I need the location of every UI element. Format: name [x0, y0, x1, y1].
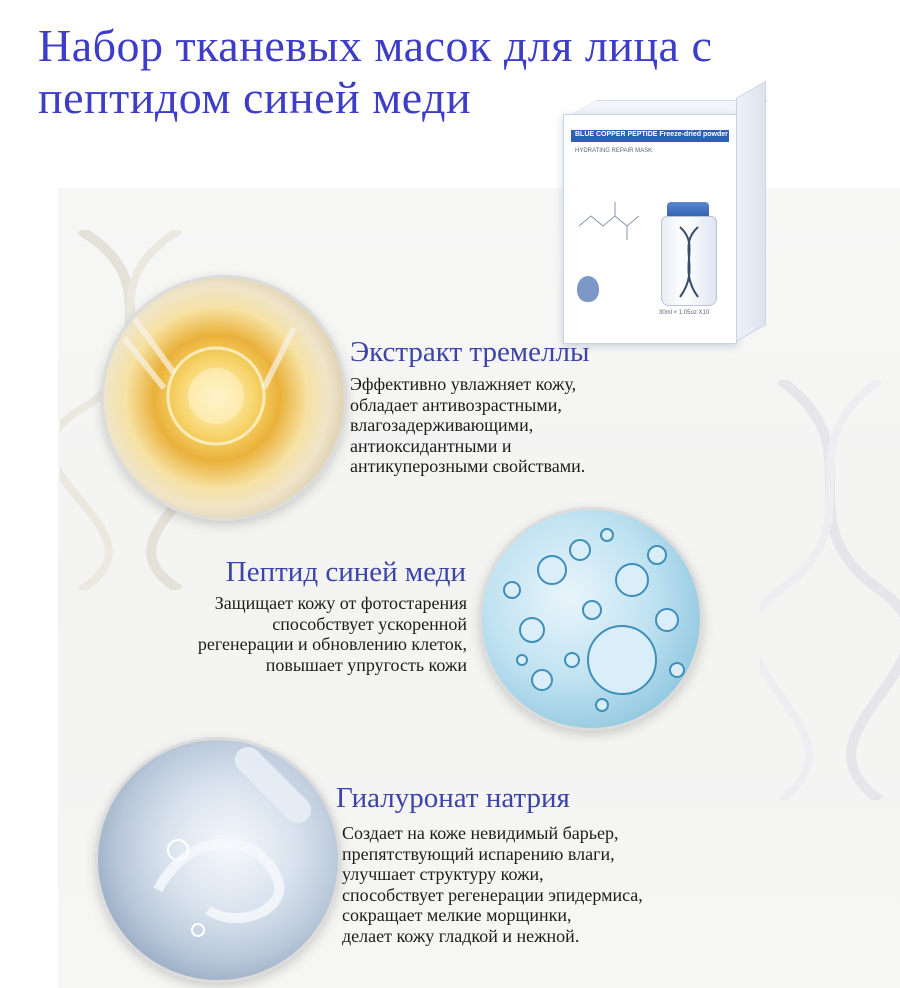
- text-line: Защищает кожу от фотостарения: [214, 593, 467, 613]
- section-1-heading: Экстракт тремеллы: [350, 336, 590, 368]
- box-band-text: BLUE COPPER PEPTIDE Freeze-dried powder: [575, 131, 728, 138]
- text-line: обладает антивозрастными,: [350, 394, 562, 415]
- text-line: антикуперозными свойствами.: [350, 456, 586, 476]
- copper-peptide-bubbles-image: [482, 510, 700, 728]
- title-line-2: пептидом синей меди: [38, 72, 472, 123]
- golden-liquid-swirl: [104, 278, 344, 518]
- box-volume-text: 30ml × 1.05oz X10: [659, 310, 710, 316]
- text-line: способствует ускоренной: [272, 613, 467, 634]
- section-2-heading: Пептид синей меди: [225, 556, 466, 588]
- section-1-text: [350, 374, 585, 477]
- vial-icon: [661, 216, 717, 306]
- title-line-1: Набор тканевых масок для лица с: [38, 20, 713, 71]
- text-line: делает кожу гладкой и нежной.: [342, 925, 580, 946]
- text-line: сокращает мелкие морщинки,: [342, 905, 572, 925]
- text-line: способствует регенерации эпидермиса,: [342, 884, 643, 905]
- text-line: антиоксидантными и: [350, 435, 512, 456]
- dna-helix-decoration-right: [760, 380, 900, 800]
- text-line: улучшает структуру кожи,: [342, 864, 544, 884]
- section-2-text: [100, 593, 467, 675]
- text-line: влагозадерживающими,: [350, 415, 534, 435]
- text-line: препятствующий испарению влаги,: [342, 843, 615, 864]
- text-line: Создает на коже невидимый барьер,: [342, 823, 619, 843]
- molecule-icon: [577, 186, 657, 246]
- face-mask-icon: [577, 276, 599, 302]
- tremella-extract-image: [104, 278, 344, 518]
- text-line: повышает упругость кожи: [265, 654, 467, 675]
- bubbles-pattern: [482, 510, 700, 728]
- sodium-hyaluronate-gel-image: [98, 740, 338, 980]
- gel-swirl: [98, 740, 338, 980]
- dna-icon: [662, 217, 716, 305]
- box-side-face: [736, 81, 766, 342]
- section-3-text: [342, 823, 643, 946]
- box-sub-text: HYDRATING REPAIR MASK: [575, 148, 653, 154]
- text-line: регенерации и обновлению клеток,: [197, 634, 467, 654]
- product-box-image: [563, 98, 763, 343]
- text-line: Эффективно увлажняет кожу,: [350, 374, 577, 394]
- section-3-heading: Гиалуронат натрия: [336, 782, 570, 814]
